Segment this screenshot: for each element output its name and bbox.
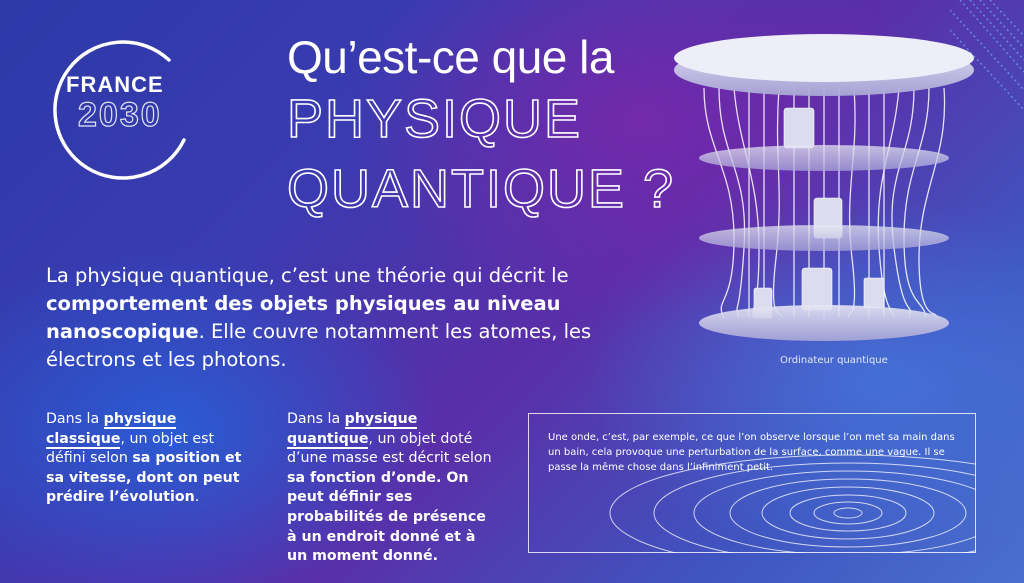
page-title-line3: QUANTIQUE ? [287,159,676,219]
wave-explanation: Une onde, c’est, par exemple, ce que l’on observe lorsque l’on met sa main dans un bain, cela provoque une perturbation de la surface, comme une vague. Il se passe la même chose dans l’infiniment petit. [548,432,955,473]
classic-prefix: Dans la [46,411,104,427]
page-title-line1: Qu’est-ce que la [287,31,614,83]
quantum-bold: sa fonction d’onde. On peut définir ses probabilités de présence à un endroit donné et à un moment donné. [287,469,486,565]
intro-bold: comportement des objets physiques au niveau nanoscopique [46,292,561,343]
quantum-computer-illustration [664,18,994,348]
classic-mid: , un objet est défini selon [46,430,215,467]
quantum-mid: , un objet doté d’une masse est décrit selon [287,430,492,467]
classic-bold: sa position et sa vitesse, dont on peut prédire l’évolution [46,450,242,506]
page-title-line2: PHYSIQUE [287,89,583,149]
quantum-prefix: Dans la [287,411,345,427]
intro-paragraph [46,262,626,374]
logo-text: FRANCE [66,72,164,97]
illustration-caption: Ordinateur quantique [780,355,888,366]
intro-text-1: La physique quantique, c’est une théorie qui décrit le [46,264,569,287]
classic-physics-text [46,410,256,508]
logo-year: 2030 [78,96,162,134]
quantum-physics-text [287,410,497,567]
quantum-term: physique quantique [287,411,418,447]
classic-term: physique classique [46,411,177,447]
intro-text-2: . Elle couvre notamment les atomes, les électrons et les photons. [46,320,592,371]
classic-end: . [194,489,200,506]
